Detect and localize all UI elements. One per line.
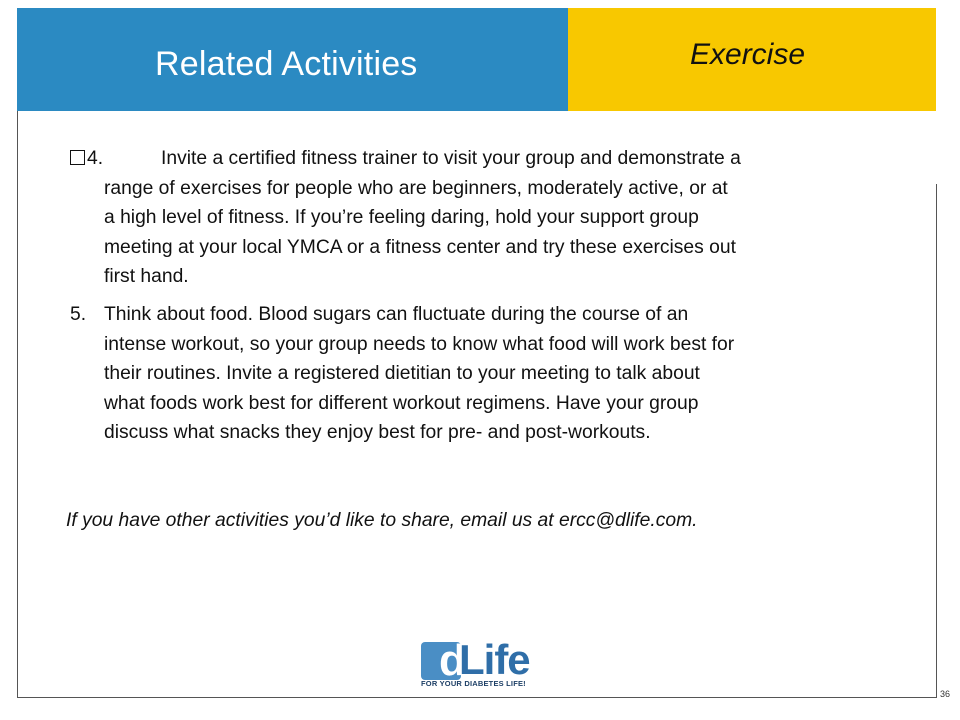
list-item-first-line: [70, 144, 741, 174]
list-item-line: range of exercises for people who are beginners, moderately active, or at: [104, 177, 728, 199]
page-number: 36: [940, 689, 951, 699]
list-item-number: 5.: [70, 304, 87, 325]
list-item-line: meeting at your local YMCA or a fitness center and try these exercises out: [104, 236, 736, 258]
list-item-4: [70, 144, 741, 292]
list-item-number: 4.: [87, 148, 104, 169]
frame-border-right: [936, 184, 937, 697]
logo-letter: d: [439, 636, 466, 685]
page-title: Related Activities: [155, 45, 418, 83]
dlife-logo: [421, 636, 543, 690]
closing-note: If you have other activities you’d like to share, email us at ercc@dlife.com.: [66, 510, 698, 531]
list-item-5: [70, 300, 734, 448]
list-item-line: Invite a certified fitness trainer to visit your group and demonstrate a: [161, 148, 741, 169]
list-item-line: their routines. Invite a registered dietitian to your meeting to talk about: [104, 363, 700, 384]
list-item-first-line: [70, 300, 734, 330]
logo-mark-icon: [421, 636, 466, 685]
section-subtitle: Exercise: [690, 38, 806, 71]
frame-border-bottom: [17, 697, 937, 698]
list-item-line: intense workout, so your group needs to know what food will work best for: [104, 333, 735, 355]
list-item-line: discuss what snacks they enjoy best for pre- and post-workouts.: [104, 422, 651, 443]
list-item-line: first hand.: [104, 266, 189, 287]
header-subtitle-bar: [568, 8, 936, 111]
list-item-line: a high level of fitness. If you’re feeling daring, hold your support group: [104, 207, 699, 228]
logo-tagline: FOR YOUR DIABETES LIFE!: [421, 679, 526, 688]
list-item-line: Think about food. Blood sugars can fluctuate during the course of an: [104, 304, 689, 325]
header-title-bar: [17, 8, 568, 111]
frame-border-left: [17, 111, 18, 697]
empty-checkbox-icon: [70, 150, 85, 165]
list-item-line: what foods work best for different workout regimens. Have your group: [104, 392, 699, 414]
logo-word: Life: [459, 636, 530, 683]
